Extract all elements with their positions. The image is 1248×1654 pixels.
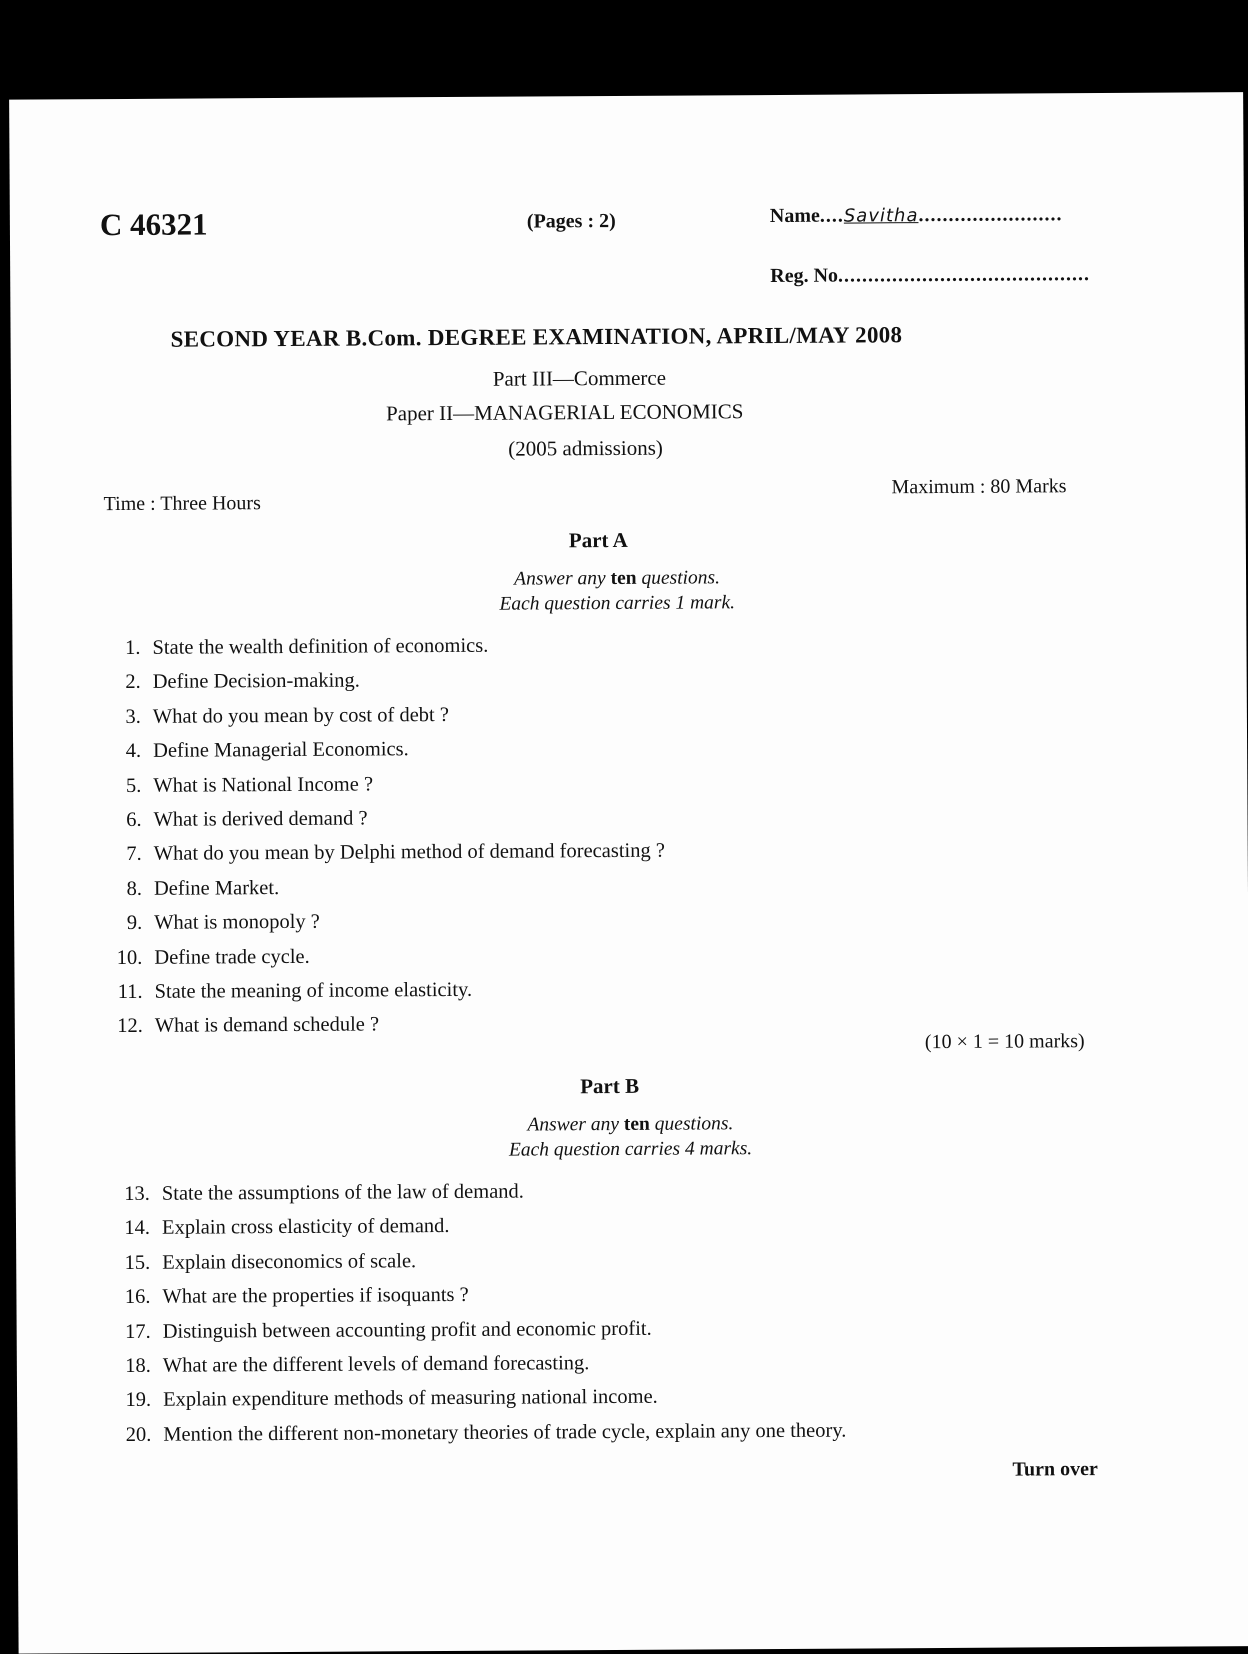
question-text: What is monopoly ? — [154, 910, 320, 934]
question-number: 3. — [125, 705, 141, 728]
question-item — [97, 738, 409, 763]
paper-title: Paper II—MANAGERIAL ECONOMICS — [385, 399, 744, 426]
question-text: Define Decision-making. — [152, 669, 360, 694]
question-text: What do you mean by cost of debt ? — [152, 703, 449, 728]
question-text: What is derived demand ? — [153, 807, 368, 831]
question-item — [106, 1250, 416, 1275]
part-b-heading: Part B — [580, 1073, 640, 1099]
question-text: Define trade cycle. — [154, 945, 310, 969]
reg-no-label: Reg. No — [770, 264, 839, 288]
question-number: 15. — [124, 1251, 151, 1274]
maximum-marks: Maximum : 80 Marks — [891, 475, 1067, 499]
name-label: Name — [769, 204, 820, 228]
question-number: 19. — [125, 1389, 152, 1412]
question-text: State the assumptions of the law of demand. — [161, 1180, 524, 1205]
question-number: 4. — [125, 740, 142, 763]
question-text: What do you mean by Delphi method of demand forecasting ? — [153, 840, 666, 866]
question-number: 17. — [124, 1320, 151, 1343]
time-allowed: Time : Three Hours — [103, 492, 261, 516]
question-number: 16. — [124, 1286, 151, 1309]
question-item — [106, 1181, 524, 1207]
part-b-instructions: Answer any ten questions. Each question carries 4 marks. — [508, 1113, 753, 1161]
question-item — [97, 808, 367, 833]
question-item — [107, 1352, 590, 1378]
name-handwritten-value: Savitha — [843, 205, 919, 227]
question-item — [98, 840, 665, 866]
question-text: Explain expenditure methods of measuring national income. — [163, 1386, 658, 1412]
question-number: 2. — [125, 671, 141, 694]
question-item — [97, 670, 360, 695]
question-text: What is demand schedule ? — [154, 1013, 380, 1038]
question-number: 14. — [124, 1217, 151, 1240]
question-text: Explain cross elasticity of demand. — [161, 1215, 450, 1240]
name-field: Name....Savitha........................ — [769, 203, 1063, 228]
scan-border — [0, 0, 1248, 108]
question-item — [98, 945, 310, 969]
question-item — [106, 1284, 468, 1309]
question-item — [107, 1419, 846, 1447]
question-text: Explain diseconomics of scale. — [162, 1250, 417, 1274]
page-count: (Pages : 2) — [526, 209, 616, 233]
question-item — [106, 1215, 450, 1240]
question-item — [98, 911, 320, 935]
exam-title: SECOND YEAR B.Com. DEGREE EXAMINATION, APRIL/MAY 2008 — [170, 322, 903, 352]
reg-no-field: Reg. No.......................................... — [770, 263, 1091, 288]
question-item — [107, 1386, 658, 1412]
exam-page — [9, 92, 1248, 1654]
question-number: 5. — [125, 774, 142, 797]
question-text: State the meaning of income elasticity. — [154, 978, 473, 1003]
part-a-instructions: Answer any ten questions. Each question carries 1 mark. — [499, 567, 736, 615]
question-number: 12. — [117, 1015, 143, 1038]
question-text: Distinguish between accounting profit and economic profit. — [162, 1317, 652, 1343]
question-number: 20. — [125, 1423, 152, 1446]
question-number: 7. — [126, 843, 142, 866]
question-item — [96, 635, 488, 660]
question-paper-code: C 46321 — [99, 206, 208, 243]
part-a-marks: (10 × 1 = 10 marks) — [924, 1030, 1085, 1054]
question-number: 9. — [126, 912, 143, 935]
question-number: 10. — [116, 946, 143, 969]
question-number: 6. — [126, 808, 142, 831]
question-text: State the wealth definition of economics. — [152, 634, 489, 659]
question-text: Define Managerial Economics. — [153, 738, 409, 762]
question-number: 1. — [125, 636, 141, 659]
question-text: What are the different levels of demand forecasting. — [162, 1352, 590, 1377]
turn-over: Turn over — [1012, 1458, 1098, 1481]
question-number: 11. — [117, 980, 143, 1004]
question-text: What is National Income ? — [153, 773, 374, 797]
admissions: (2005 admissions) — [508, 435, 663, 461]
question-text: What are the properties if isoquants ? — [162, 1284, 469, 1308]
question-item — [97, 704, 449, 729]
question-item — [98, 877, 279, 901]
question-number: 8. — [126, 877, 143, 900]
question-text: Mention the different non-monetary theories of trade cycle, explain any one theory. — [163, 1419, 847, 1446]
question-item — [107, 1317, 652, 1343]
question-number: 18. — [125, 1354, 151, 1377]
exam-part: Part III—Commerce — [492, 365, 667, 391]
question-number: 13. — [124, 1182, 150, 1205]
question-text: Define Market. — [153, 876, 280, 900]
question-item — [99, 979, 473, 1004]
part-a-heading: Part A — [568, 527, 628, 553]
question-item — [97, 773, 373, 798]
question-item — [99, 1014, 379, 1039]
